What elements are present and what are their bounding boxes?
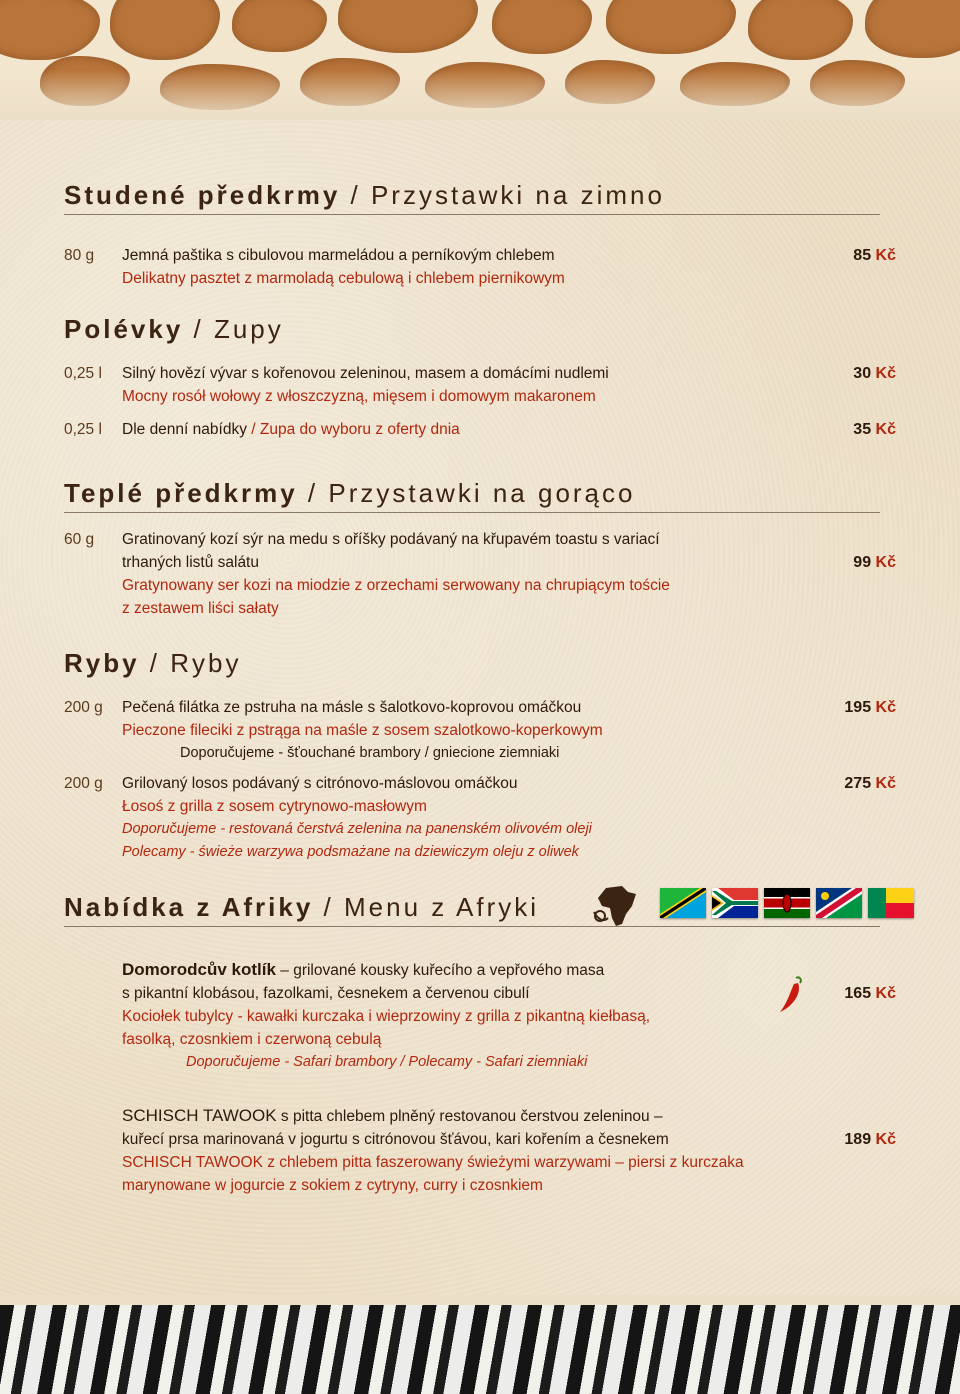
- section-divider: [64, 214, 880, 215]
- kenya-flag-icon: [764, 888, 810, 918]
- price: 195 Kč: [844, 699, 896, 716]
- section-title-hot-starters: Teplé předkrmy / Przystawki na gorąco: [64, 478, 636, 508]
- section-divider: [64, 512, 880, 513]
- menu-item-schisch-tawook: SCHISCH TAWOOK s pitta chlebem plněný restovanou čerstvou zeleninou – kuřecí prsa marinovaná v jogurtu s citrónovou šťávou, kari kořením a česnekem SCHISCH TAWOOK z chlebem pitta faszerowany świeżymi warzywami – piersi z kurczaka marynowane w jogurcie z sokiem z cytryny, curry i czosnkiem 189 Kč: [122, 1106, 896, 1194]
- africa-map-icon: [592, 884, 640, 928]
- section-title-africa: Nabídka z Afriky / Menu z Afryki: [64, 892, 540, 922]
- menu-item-salmon: 200 g Grilovaný losos podávaný s citrónovo-máslovou omáčkou Łosoś z grilla z sosem cytrynowo-masłowym Doporučujeme - restovaná čerstvá zelenina na panenském olivovém oleji Polecamy - świeże warzywa podsmażane na dziewiczym oleju z oliwek 275 Kč: [64, 772, 896, 864]
- menu-item-daily-soup: 0,25 l Dle denní nabídky / Zupa do wyboru z oferty dnia 35 Kč: [64, 418, 896, 441]
- section-title-cold-starters: Studené předkrmy / Przystawki na zimno: [64, 180, 665, 210]
- section-title-fish: Ryby / Ryby: [64, 648, 242, 678]
- price: 275 Kč: [844, 775, 896, 792]
- menu-item-pate: 80 g Jemná paštika s cibulovou marmeládou a perníkovým chlebem Delikatny pasztet z marmoladą cebulową i chlebem piernikowym 85 Kč: [64, 244, 896, 290]
- price: 85 Kč: [853, 247, 896, 264]
- price: 35 Kč: [853, 421, 896, 438]
- menu-item-trout: 200 g Pečená filátka ze pstruha na másle s šalotkovo-koprovou omáčkou Pieczone fileciki z pstrąga na maśle z sosem szalotkowo-koperkowym Doporučujeme - šťouchané brambory / gniecione ziemniaki 195 Kč: [64, 696, 896, 766]
- tanzania-flag-icon: [660, 888, 706, 918]
- menu-item-native-pot: Domorodcův kotlík – grilované kousky kuřecího a vepřového masa s pikantní klobásou, fazolkami, česnekem a červenou cibulí Kociołek tubylcy - kawałki kurczaka i wieprzowiny z grilla z pikantną kiełbasą, fasolką, czosnkiem i czerwoną cebulą Doporučujeme - Safari brambory / Polecamy - Safari ziemniaki 165 Kč: [122, 960, 896, 1070]
- price: 30 Kč: [853, 365, 896, 382]
- zebra-pattern-band: [0, 1305, 960, 1394]
- price: 99 Kč: [853, 554, 896, 571]
- price: 189 Kč: [844, 1131, 896, 1148]
- menu-item-goat-cheese: 60 g Gratinovaný kozí sýr na medu s oříšky podávaný na křupavém toastu s variací trhaných listů salátu Gratynowany ser kozi na miodzie z orzechami serwowany na chrupiącym toście z zestawem liści sałaty 99 Kč: [64, 531, 896, 617]
- namibia-flag-icon: [816, 888, 862, 918]
- section-title-soups: Polévky / Zupy: [64, 314, 284, 344]
- benin-flag-icon: [868, 888, 914, 918]
- section-divider: [64, 926, 880, 927]
- chili-pepper-icon: [776, 974, 806, 1014]
- south-africa-flag-icon: [712, 888, 758, 918]
- menu-item-broth: 0,25 l Silný hovězí vývar s kořenovou zeleninou, masem a domácími nudlemi Mocny rosół wołowy z włoszczyzną, mięsem i domowym makaronem 30 Kč: [64, 362, 896, 408]
- price: 165 Kč: [844, 985, 896, 1002]
